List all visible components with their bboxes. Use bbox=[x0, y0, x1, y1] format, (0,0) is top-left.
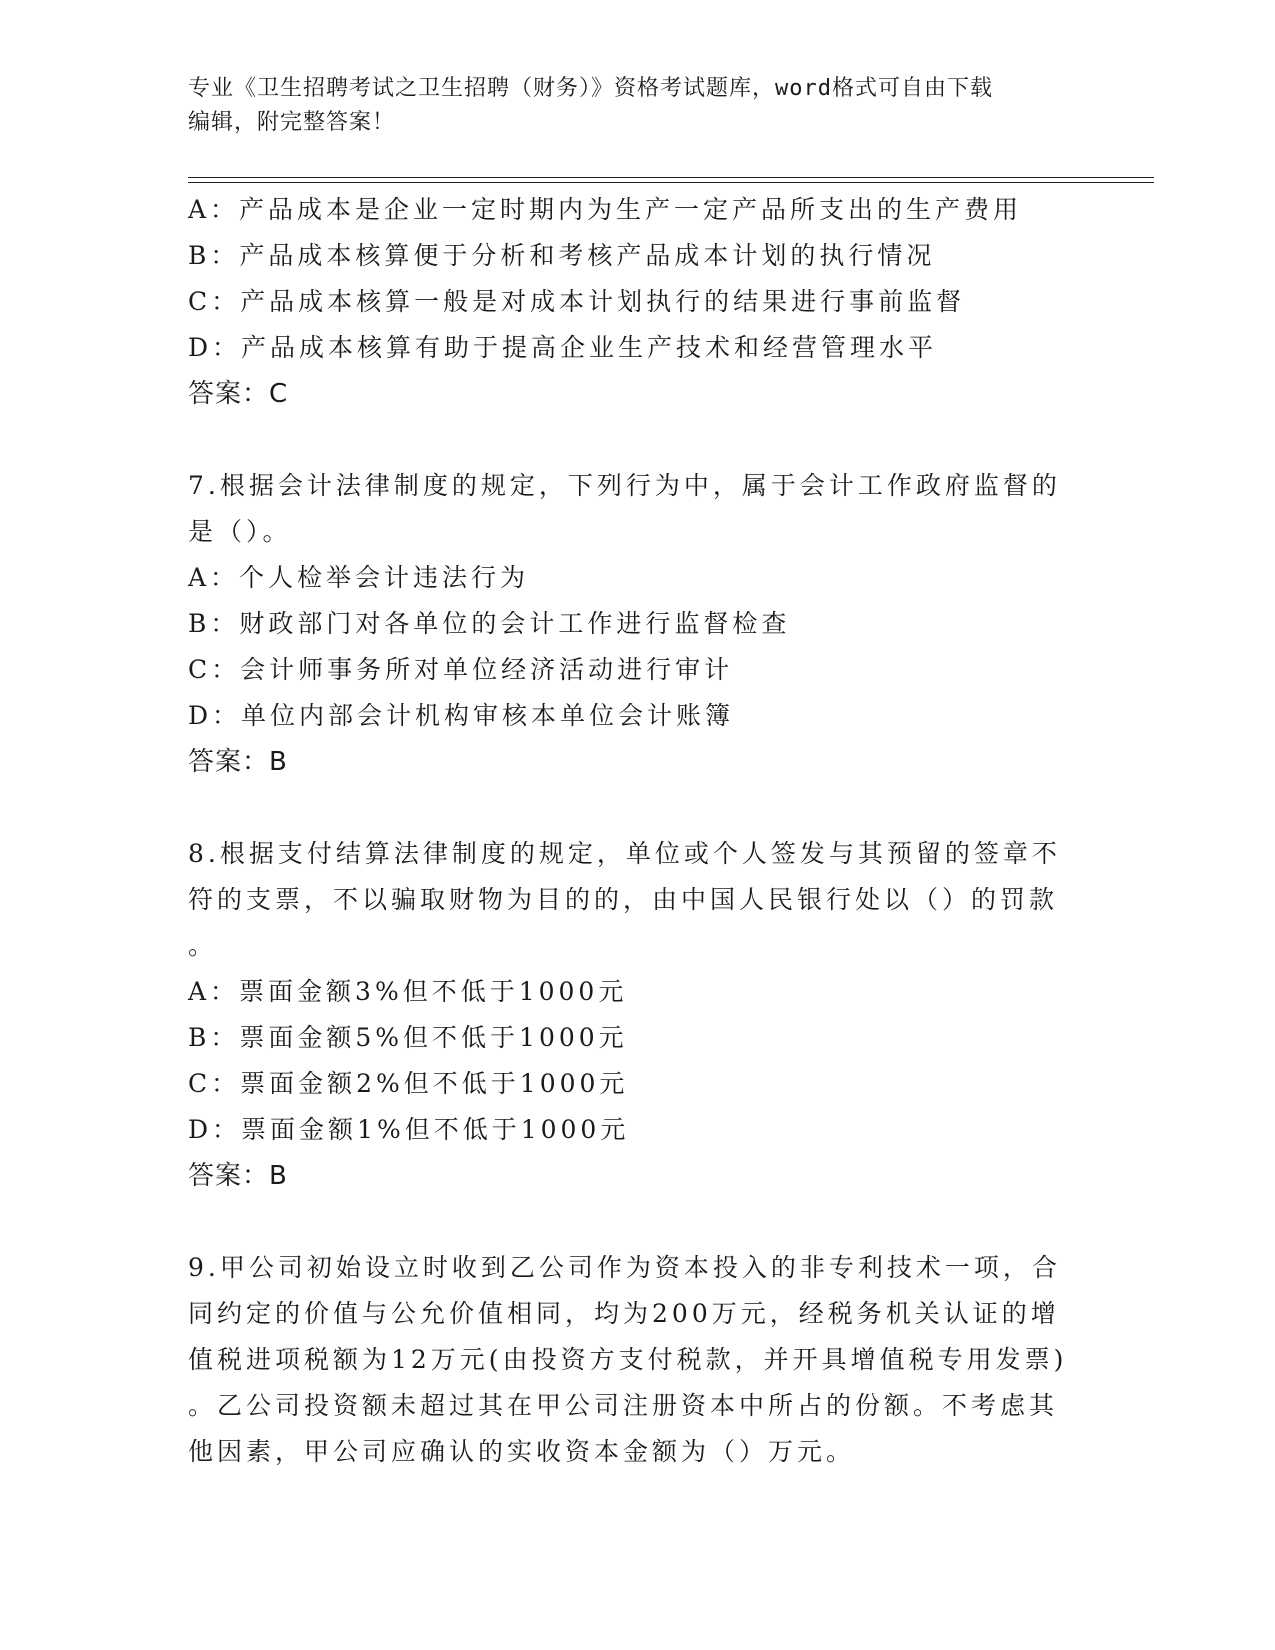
question-9 bbox=[188, 1245, 1088, 1475]
spacer bbox=[188, 785, 1088, 831]
header-divider-top bbox=[188, 177, 1154, 178]
q8-option-c: C：票面金额2%但不低于1000元 bbox=[188, 1069, 629, 1098]
q6-option-b: B：产品成本核算便于分析和考核产品成本计划的执行情况 bbox=[188, 241, 936, 270]
question-7 bbox=[188, 463, 1088, 785]
header-line-1: 专业《卫生招聘考试之卫生招聘（财务）》资格考试题库，word格式可自由下载 bbox=[188, 76, 993, 101]
q8-answer: 答案：B bbox=[188, 1161, 288, 1191]
q7-stem-line-2: 是（）。 bbox=[188, 517, 292, 546]
q7-option-c: C：会计师事务所对单位经济活动进行审计 bbox=[188, 655, 734, 684]
question-6 bbox=[188, 187, 1088, 417]
q6-option-d: D：产品成本核算有助于提高企业生产技术和经营管理水平 bbox=[188, 333, 938, 362]
q9-stem-line-4: 。乙公司投资额未超过其在甲公司注册资本中所占的份额。不考虑其 bbox=[188, 1391, 1059, 1420]
q6-option-a: A：产品成本是企业一定时期内为生产一定产品所支出的生产费用 bbox=[188, 195, 1023, 224]
q7-stem-line-1: 7.根据会计法律制度的规定，下列行为中，属于会计工作政府监督的 bbox=[188, 471, 1061, 500]
document-header bbox=[188, 72, 1088, 140]
header-divider-bottom bbox=[188, 182, 1154, 183]
q8-option-b: B：票面金额5%但不低于1000元 bbox=[188, 1023, 628, 1052]
q7-option-b: B：财政部门对各单位的会计工作进行监督检查 bbox=[188, 609, 791, 638]
q6-answer: 答案：C bbox=[188, 379, 289, 409]
q8-stem-line-2: 符的支票，不以骗取财物为目的的，由中国人民银行处以（）的罚款 bbox=[188, 885, 1059, 914]
q7-option-d: D：单位内部会计机构审核本单位会计账簿 bbox=[188, 701, 735, 730]
q7-option-a: A：个人检举会计违法行为 bbox=[188, 563, 530, 592]
q8-stem-line-1: 8.根据支付结算法律制度的规定，单位或个人签发与其预留的签章不 bbox=[188, 839, 1061, 868]
q8-option-a: A：票面金额3%但不低于1000元 bbox=[188, 977, 628, 1006]
spacer bbox=[188, 417, 1088, 463]
q8-stem-line-3: 。 bbox=[188, 931, 218, 960]
q9-stem-line-3: 值税进项税额为12万元(由投资方支付税款，并开具增值税专用发票) bbox=[188, 1345, 1068, 1374]
question-8 bbox=[188, 831, 1088, 1199]
q7-answer: 答案：B bbox=[188, 747, 288, 777]
q8-option-d: D：票面金额1%但不低于1000元 bbox=[188, 1115, 630, 1144]
q9-stem-line-2: 同约定的价值与公允价值相同，均为200万元，经税务机关认证的增 bbox=[188, 1299, 1060, 1328]
spacer bbox=[188, 1199, 1088, 1245]
q9-stem-line-1: 9.甲公司初始设立时收到乙公司作为资本投入的非专利技术一项，合 bbox=[188, 1253, 1061, 1282]
q9-stem-line-5: 他因素，甲公司应确认的实收资本金额为（）万元。 bbox=[188, 1437, 856, 1466]
header-line-2: 编辑，附完整答案！ bbox=[188, 110, 396, 135]
question-content bbox=[188, 187, 1088, 1475]
q6-option-c: C：产品成本核算一般是对成本计划执行的结果进行事前监督 bbox=[188, 287, 966, 316]
